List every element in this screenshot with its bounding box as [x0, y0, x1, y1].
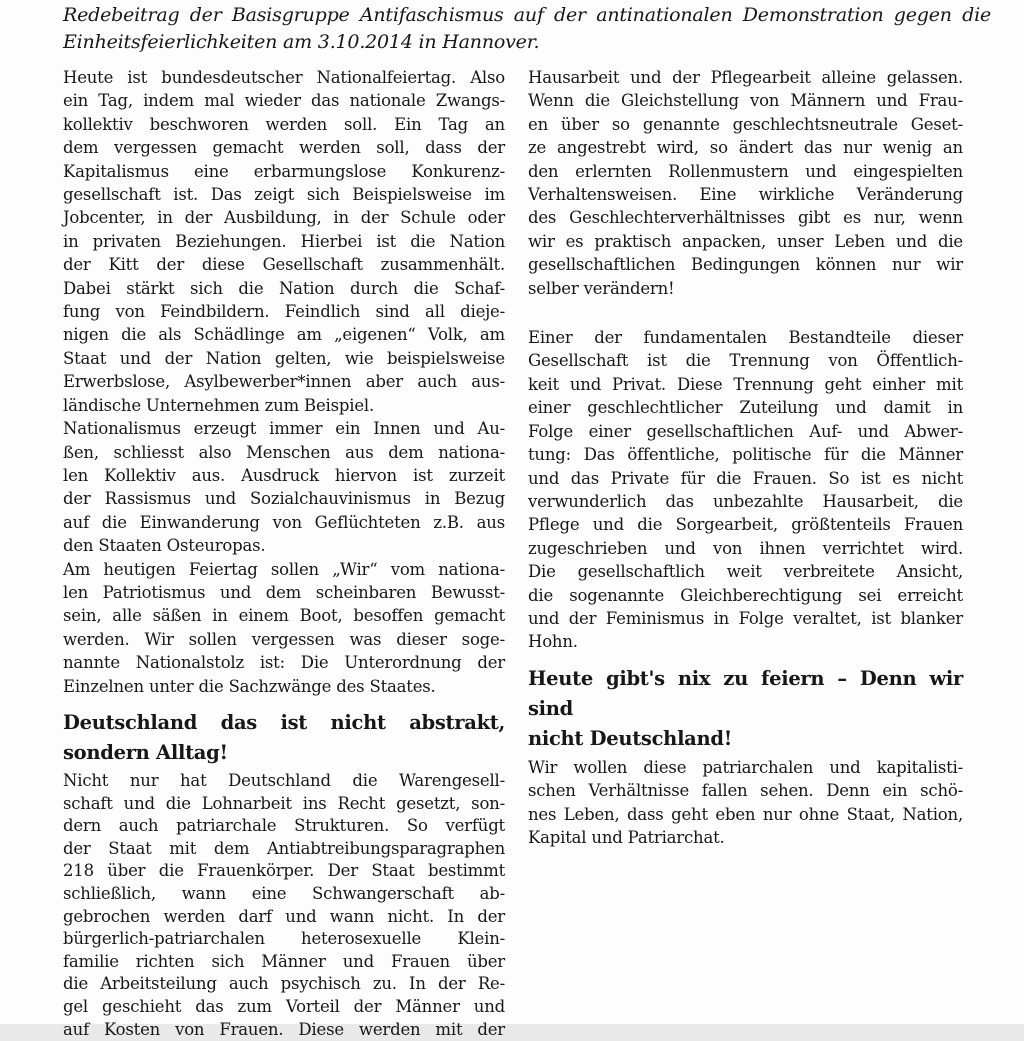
text-line: gebrochen werden darf und wann nicht. In der: [63, 906, 505, 929]
document-title: [63, 2, 991, 56]
heading-line: sondern Alltag!: [63, 738, 505, 768]
text-line: gesellschaftlichen Bedingungen können nur wir: [528, 253, 963, 276]
text-line: zugeschrieben und von ihnen verrichtet wird.: [528, 537, 963, 560]
text-line: dem vergessen gemacht werden soll, dass der: [63, 136, 505, 159]
text-line: der Rassismus und Sozialchauvinismus in Bezug: [63, 487, 505, 510]
paragraph: [528, 66, 963, 300]
text-line: des Geschlechterverhältnisses gibt es nur, wenn: [528, 206, 963, 229]
text-line: schaft und die Lohnarbeit ins Recht gesetzt, son-: [63, 793, 505, 816]
text-line: Die gesellschaftlich weit verbreitete Ansicht,: [528, 560, 963, 583]
text-line: der Staat mit dem Antiabtreibungsparagraphen: [63, 838, 505, 861]
text-line: die sogenannte Gleichberechtigung sei erreicht: [528, 584, 963, 607]
text-line: len Kollektiv aus. Ausdruck hiervon ist zurzeit: [63, 464, 505, 487]
heading-line: Deutschland das ist nicht abstrakt,: [63, 708, 505, 738]
section-heading: [63, 708, 505, 768]
text-line: Hausarbeit und der Pflegearbeit alleine gelassen.: [528, 66, 963, 89]
text-line: und das Private für die Frauen. So ist es nicht: [528, 467, 963, 490]
text-line: kollektiv beschworen werden soll. Ein Tag an: [63, 113, 505, 136]
text-line: Folge einer gesellschaftlichen Auf- und Abwer-: [528, 420, 963, 443]
text-line: Nicht nur hat Deutschland die Warengesell-: [63, 770, 505, 793]
text-line: sein, alle säßen in einem Boot, besoffen gemacht: [63, 604, 505, 627]
text-line: Pflege und die Sorgearbeit, größtenteils Frauen: [528, 513, 963, 536]
document-title-line: Redebeitrag der Basisgruppe Antifaschismus auf der antinationalen Demonstration gegen die: [63, 2, 991, 29]
left-column: [63, 66, 505, 1041]
text-line: Staat und der Nation gelten, wie beispielsweise: [63, 347, 505, 370]
text-line: tung: Das öffentliche, politische für die Männer: [528, 443, 963, 466]
text-line: auf Kosten von Frauen. Diese werden mit der: [63, 1019, 505, 1041]
text-line: fung von Feindbildern. Feindlich sind all dieje-: [63, 300, 505, 323]
text-line: wir es praktisch anpacken, unser Leben und die: [528, 230, 963, 253]
text-line: bürgerlich-patriarchalen heterosexuelle Klein-: [63, 928, 505, 951]
text-line: verwunderlich das unbezahlte Hausarbeit, die: [528, 490, 963, 513]
text-line: und der Feminismus in Folge veraltet, ist blanker: [528, 607, 963, 630]
text-line: schließlich, wann eine Schwangerschaft ab-: [63, 883, 505, 906]
text-line: Einzelnen unter die Sachzwänge des Staates.: [63, 675, 505, 698]
text-line: dern auch patriarchale Strukturen. So verfügt: [63, 815, 505, 838]
text-line: Wenn die Gleichstellung von Männern und Frau-: [528, 89, 963, 112]
heading-line: Heute gibt's nix zu feiern – Denn wir sind: [528, 664, 963, 724]
text-line: Wir wollen diese patriarchalen und kapitalisti-: [528, 756, 963, 779]
text-line: nannte Nationalstolz ist: Die Unterordnung der: [63, 651, 505, 674]
text-line: ze angestrebt wird, so ändert das nur wenig an: [528, 136, 963, 159]
text-line: nigen die als Schädlinge am „eigenen“ Volk, am: [63, 323, 505, 346]
text-line: ein Tag, indem mal wieder das nationale Zwangs-: [63, 89, 505, 112]
paragraph: [63, 770, 505, 1041]
text-line: ländische Unternehmen zum Beispiel.: [63, 394, 505, 417]
paragraph: [63, 558, 505, 698]
text-line: schen Verhältnisse fallen sehen. Denn ein schö-: [528, 779, 963, 802]
text-line: Kapitalismus eine erbarmungslose Konkurenz-: [63, 160, 505, 183]
text-line: Am heutigen Feiertag sollen „Wir“ vom nationa-: [63, 558, 505, 581]
text-line: werden. Wir sollen vergessen was dieser soge-: [63, 628, 505, 651]
section-heading: [528, 664, 963, 754]
text-line: Hohn.: [528, 630, 963, 653]
text-line: in privaten Beziehungen. Hierbei ist die Nation: [63, 230, 505, 253]
text-line: Nationalismus erzeugt immer ein Innen und Au-: [63, 417, 505, 440]
paragraph: [63, 66, 505, 417]
text-line: die Arbeitsteilung auch psychisch zu. In der Re-: [63, 973, 505, 996]
paragraph: [528, 756, 963, 850]
text-line: selber verändern!: [528, 277, 963, 300]
text-line: einer geschlechtlicher Zuteilung und damit in: [528, 396, 963, 419]
text-line: gesellschaft ist. Das zeigt sich Beispielsweise im: [63, 183, 505, 206]
paragraph: [63, 417, 505, 557]
heading-line: nicht Deutschland!: [528, 724, 963, 754]
text-line: familie richten sich Männer und Frauen über: [63, 951, 505, 974]
text-line: en über so genannte geschlechtsneutrale Geset-: [528, 113, 963, 136]
document-title-line: Einheitsfeierlichkeiten am 3.10.2014 in Hannover.: [63, 29, 991, 56]
text-line: Dabei stärkt sich die Nation durch die Schaf-: [63, 277, 505, 300]
text-line: Einer der fundamentalen Bestandteile dieser: [528, 326, 963, 349]
paragraph: [528, 326, 963, 654]
text-line: ßen, schliesst also Menschen aus dem nationa-: [63, 441, 505, 464]
text-line: Erwerbslose, Asylbewerber*innen aber auch aus-: [63, 370, 505, 393]
text-line: den erlernten Rollenmustern und eingespielten: [528, 160, 963, 183]
text-line: keit und Privat. Diese Trennung geht einher mit: [528, 373, 963, 396]
text-line: gel geschieht das zum Vorteil der Männer und: [63, 996, 505, 1019]
text-line: len Patriotismus und dem scheinbaren Bewusst-: [63, 581, 505, 604]
text-line: Heute ist bundesdeutscher Nationalfeiertag. Also: [63, 66, 505, 89]
text-line: Jobcenter, in der Ausbildung, in der Schule oder: [63, 206, 505, 229]
text-line: 218 über die Frauenkörper. Der Staat bestimmt: [63, 860, 505, 883]
text-line: den Staaten Osteuropas.: [63, 534, 505, 557]
right-column: [528, 66, 963, 849]
text-line: Gesellschaft ist die Trennung von Öffentlich-: [528, 349, 963, 372]
text-line: der Kitt der diese Gesellschaft zusammenhält.: [63, 253, 505, 276]
text-line: Kapital und Patriarchat.: [528, 826, 963, 849]
text-line: auf die Einwanderung von Geflüchteten z.B. aus: [63, 511, 505, 534]
text-line: nes Leben, dass geht eben nur ohne Staat, Nation,: [528, 803, 963, 826]
text-line: Verhaltensweisen. Eine wirkliche Veränderung: [528, 183, 963, 206]
